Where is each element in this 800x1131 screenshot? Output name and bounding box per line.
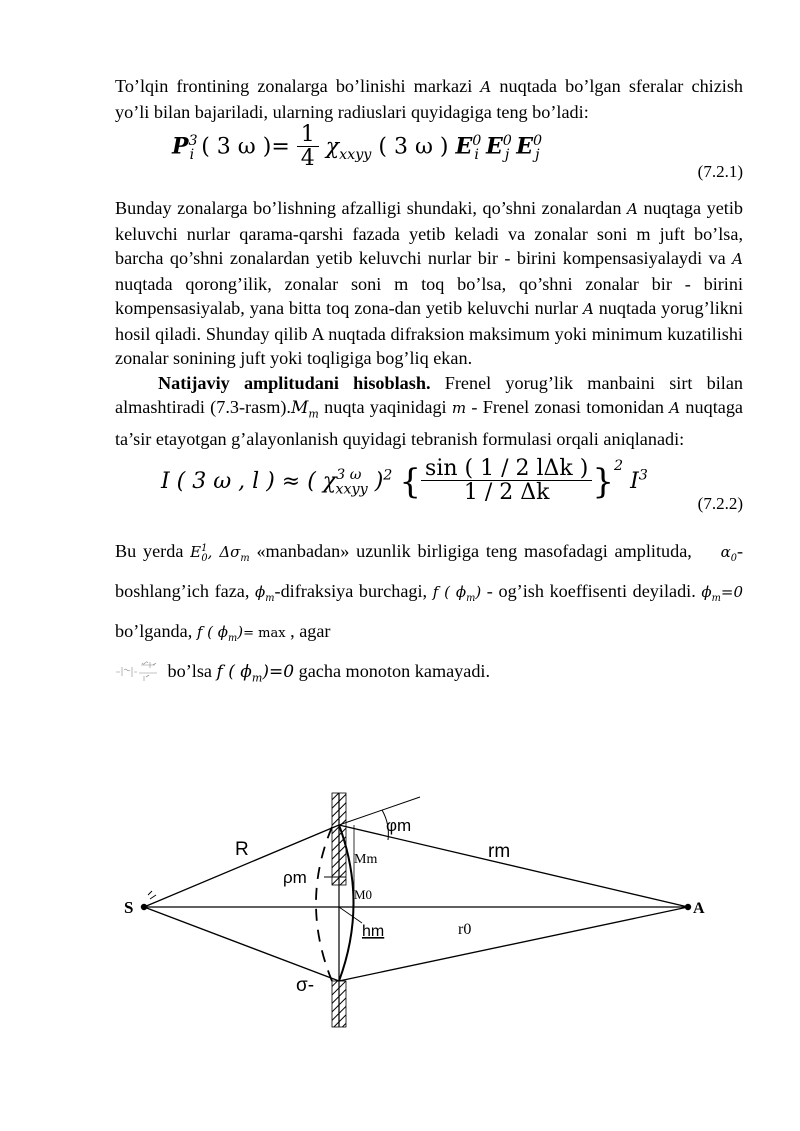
- symbol-phi-m: $\phi_m$: [255, 582, 275, 604]
- symbol-alpha0: $\alpha_0$: [720, 542, 737, 564]
- fraction-one-quarter: $\frac{1}{4}$: [297, 124, 319, 171]
- equation-7-2-2-formula: I ( 3 ω , l ) ≈ ( $\chi^{3 \omega}_{xxyy}$ )$^2$ { $\frac{\text{sin ( 1 / 2 lΔk )}}{1 / 2 \Delta k}$ }$^2$ $I^3$: [161, 456, 648, 506]
- symbol-f-phi-max: f ( $\phi_m)= \max$: [196, 622, 286, 644]
- hm-pointer: [339, 907, 362, 923]
- illegible-formula-image: [115, 661, 163, 683]
- symbol-A: A: [669, 399, 681, 417]
- equation-7-2-1: [115, 124, 743, 186]
- equation-number: (7.2.2): [697, 493, 743, 513]
- equation-7-2-2: [115, 452, 743, 518]
- fraction-sinc: $\frac{\text{sin ( 1 / 2 lΔk )}}{1 / 2 \Delta k}$: [421, 458, 592, 505]
- label-A: A: [693, 900, 705, 917]
- symbol-A: A: [732, 250, 744, 268]
- source-rays-icon: [148, 891, 156, 899]
- symbol-A: A: [627, 200, 638, 218]
- symbol-Mm: M: [290, 398, 309, 418]
- label-sigma: σ-: [296, 975, 315, 996]
- label-rm: rm: [488, 841, 511, 862]
- label-R: R: [235, 839, 249, 860]
- p1-text-b: nuqtada bo’lgan sferalar chizish yo’li bilan bajariladi, ularning radiuslari quyidagiga teng bo’ladi:: [115, 76, 744, 122]
- symbol-E0-delta-sigma: $E^1_0$, $\Delta\sigma_m$: [190, 542, 250, 564]
- symbol-A: A: [480, 78, 492, 96]
- label-phi-m: φm: [386, 816, 412, 835]
- equation-7-2-1-formula: $P^3_i$ ( 3 ω )= $\frac{1}{4}$ $\chi_{xxyy}$ ( 3 ω ) $E^0_i$ $E^0_j$ $E^0_j$: [172, 122, 543, 171]
- label-M0: M0: [354, 887, 373, 902]
- ray-R: [144, 825, 339, 907]
- symbol-m: m: [451, 399, 467, 417]
- wavefront-dashed: [316, 827, 332, 981]
- symbol-f-phi-zero: f ( $\phi_m)=0$: [216, 661, 295, 685]
- symbol-phi-m-zero: $\phi_m=0$: [701, 582, 744, 604]
- point-S: [141, 904, 147, 910]
- point-A: [685, 904, 691, 910]
- label-S: S: [124, 898, 134, 917]
- label-r0: r0: [458, 921, 472, 938]
- paragraph-2: Bunday zonalarga bo’lishning afzalligi shundaki, qo’shni zonalardan A nuqtaga yetib keluvchi nurlar qarama-qarshi fazada yetib keladi va zonalar soni m juft bo’lsa, barcha qo’shni zonalardan yetib keluvchi nurlar bir - birini kompensasiyalaydi va A nuqtada qorong’ilik, zonalar soni m toq bo’lsa, qo’shni zonalar bir - birini kompensasiyalab, yana bitta toq zona-dan yetib keluvchi nurlar A nuqtada yorug’likni hosil qiladi. Shunday qilib A nuqtada difraksion maksimum yoki minimum kuzatilishi zonalar sonining juft yoki toqligiga bog’liq ekan.: [115, 198, 744, 368]
- symbol-A: A: [582, 300, 594, 318]
- ray-A-bottom: [339, 907, 688, 981]
- ray-S-bottom: [144, 907, 339, 981]
- label-Mm: Mm: [354, 852, 378, 867]
- text-body: [115, 74, 743, 694]
- paragraph-1: [115, 74, 743, 124]
- symbol-f-phi-m: f ( $\phi_m$): [432, 582, 482, 604]
- section-heading-inline: Natijaviy amplitudani hisoblash.: [158, 372, 431, 393]
- paragraph-4: Bu yerda $E^1_0$, $\Delta\sigma_m$ «manbadan» uzunlik birligiga teng masofadagi amplituda, $\alpha_0-boshlang’ich$ faza, $\phi_m$-difraksiya burchagi, f ( $\phi_m$) - og’ish koeffisenti deyiladi. $\phi_m=0$ bo’lganda, f ( $\phi_m)= \max$ , agar bo’lsa f ( $\phi_m)=0$ gacha monoton kamayadi.: [115, 540, 744, 685]
- label-hm: hm: [362, 923, 385, 940]
- equation-number: (7.2.1): [697, 162, 743, 181]
- ray-rm: [339, 825, 688, 907]
- p1-text-a: To’lqin frontining zonalarga bo’linishi markazi: [115, 76, 473, 96]
- fresnel-zone-diagram: [100, 785, 740, 1035]
- label-rho-m: ρm: [283, 868, 307, 887]
- paragraph-3: Natijaviy amplitudani hisoblash. Frenel yorug’lik manbaini sirt bilan almashtiradi $(7.3-rasm).M_m$ nuqta yaqinidagi m - Frenel zonasi tomonidan A nuqtaga ta’sir etayotgan g’alayonlanish quyidagi tebranish formulasi orqali aniqlanadi:: [115, 372, 744, 450]
